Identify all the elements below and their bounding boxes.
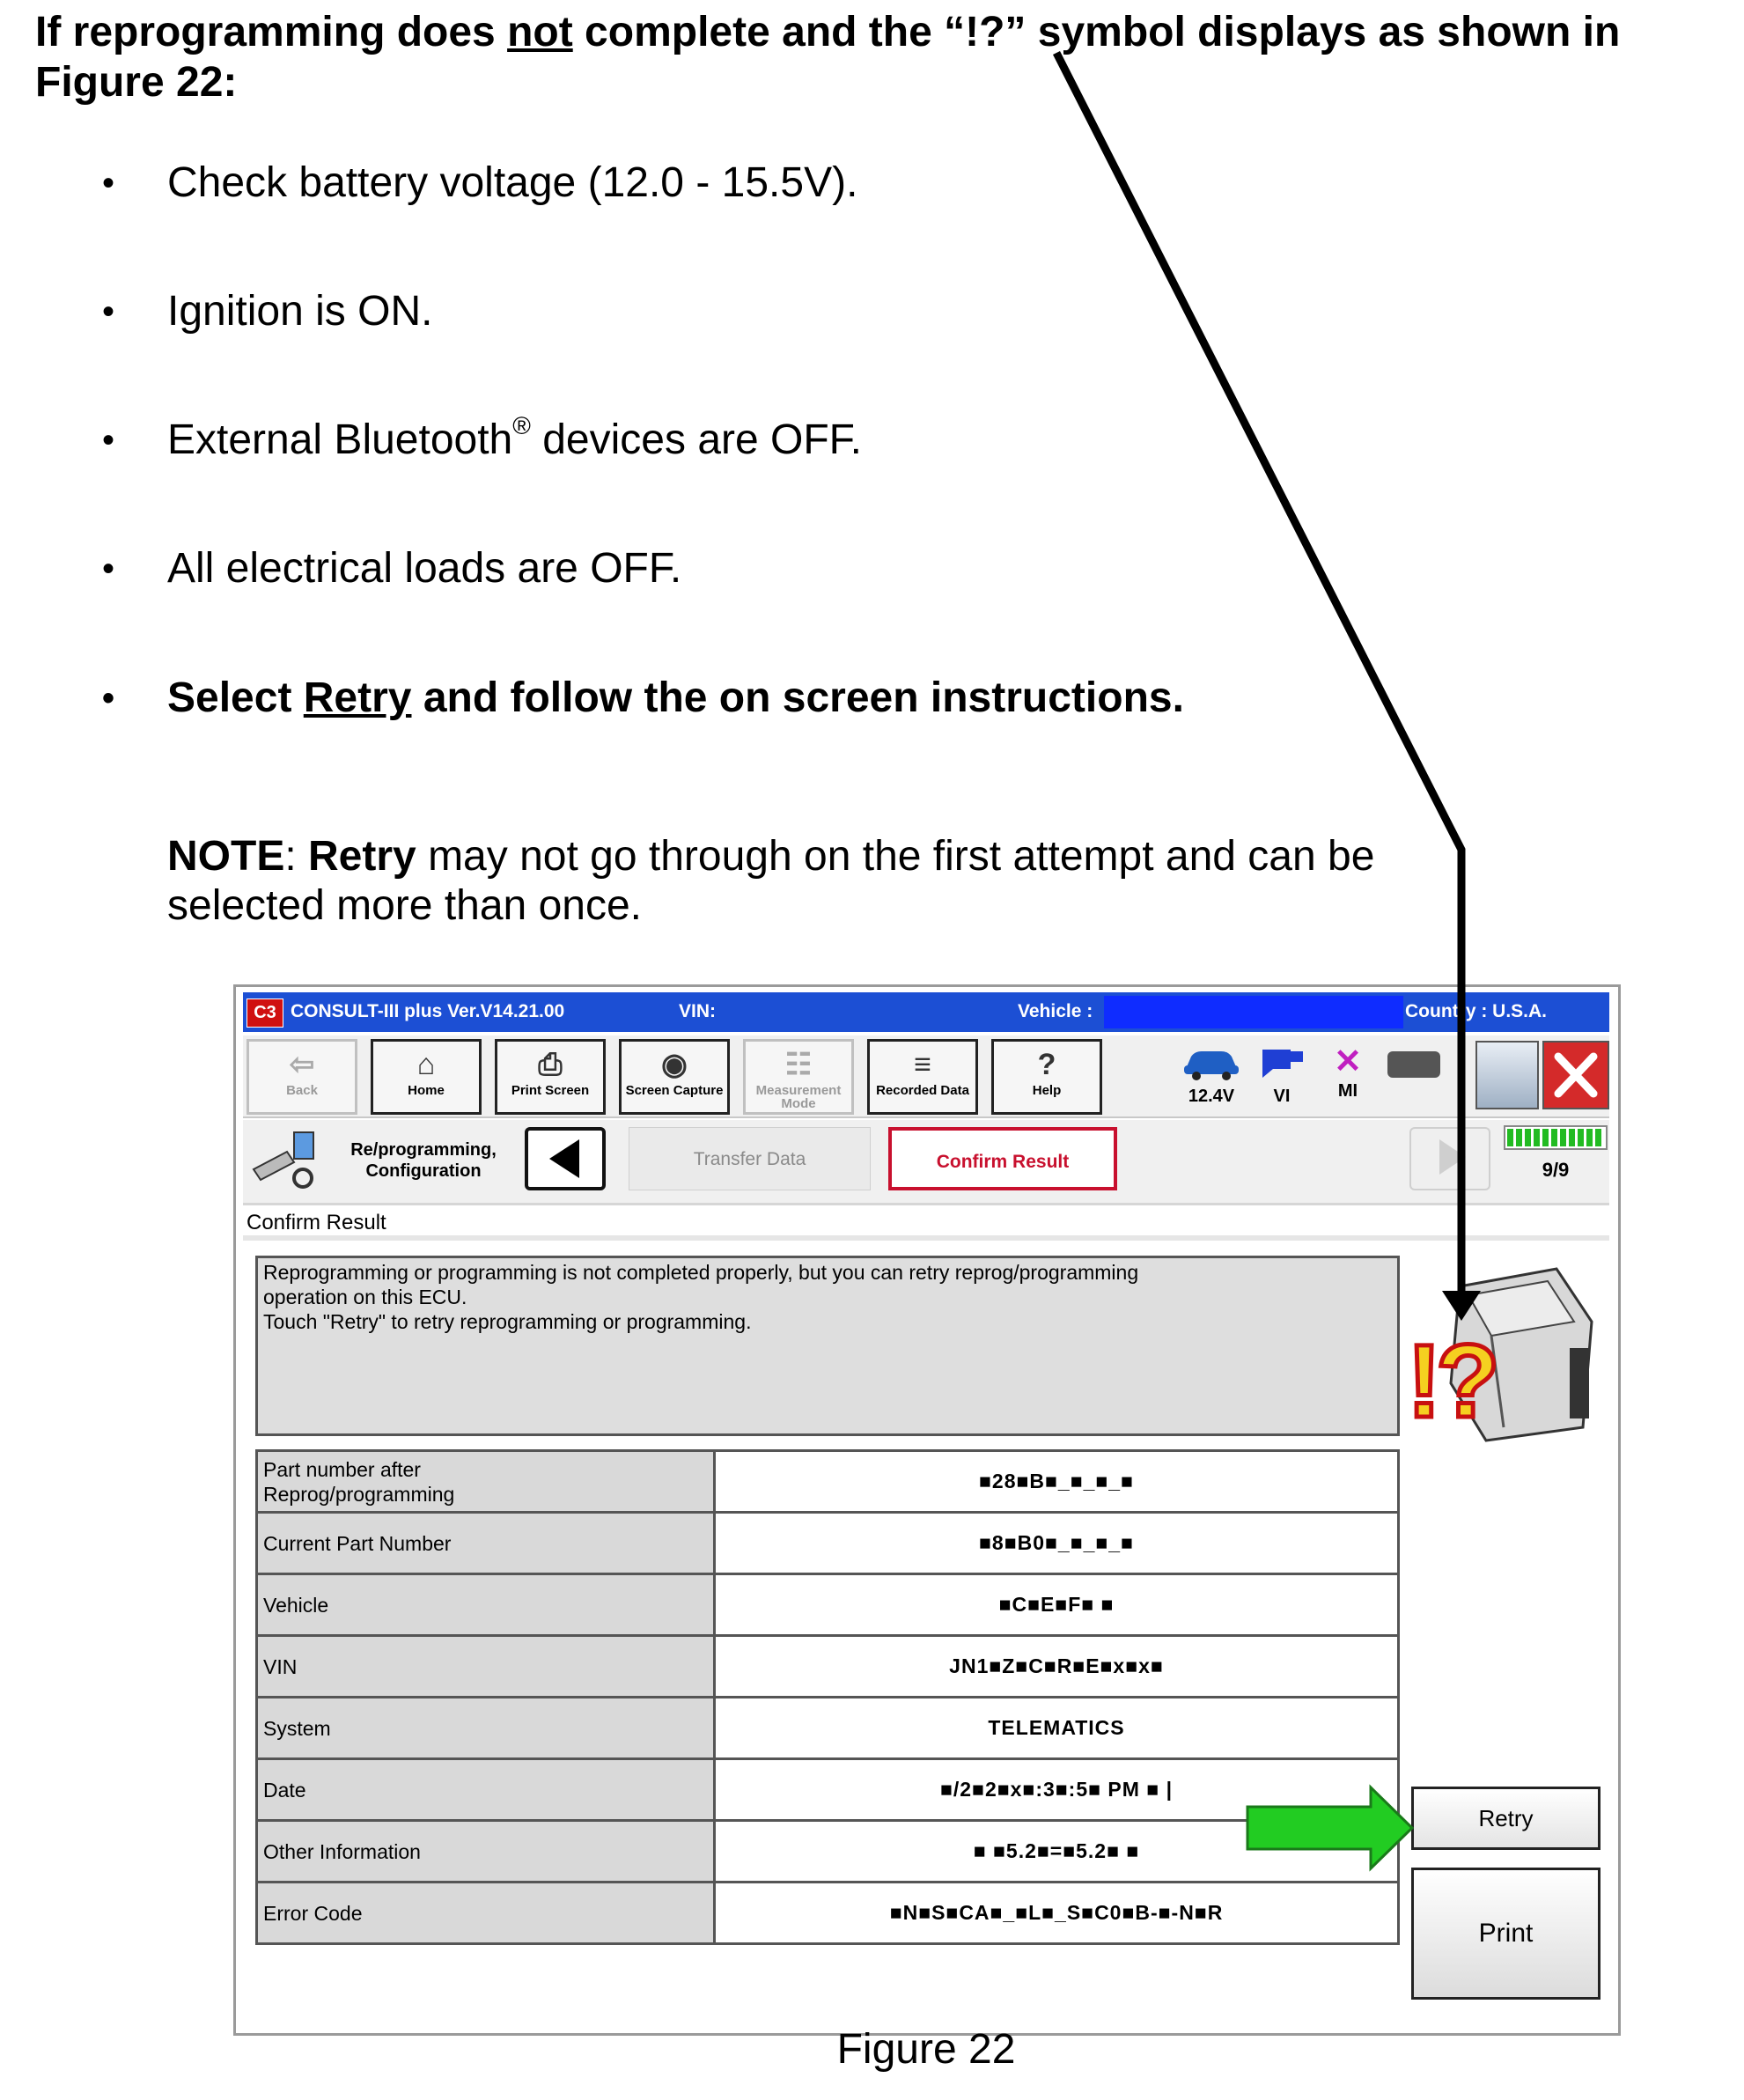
- row-label-other-information: Other Information: [257, 1821, 715, 1883]
- help-label: Help: [1032, 1083, 1062, 1098]
- print-button[interactable]: Print: [1411, 1868, 1601, 2000]
- retry-instruction-pre: Select: [167, 674, 304, 721]
- step-confirm-result: Confirm Result: [888, 1127, 1117, 1190]
- recorded-data-label: Recorded Data: [876, 1083, 969, 1098]
- figure-caption: Figure 22: [836, 2026, 1016, 2073]
- app-title: CONSULT-III plus Ver.V14.21.00: [291, 1001, 565, 1021]
- bullet-dot: •: [102, 164, 115, 203]
- heading-part-2: complete and the “!?” symbol displays as shown in Figure 22:: [35, 9, 1621, 106]
- retry-instruction-post: and follow the on screen instructions.: [411, 674, 1184, 721]
- row-value-system: TELEMATICS: [715, 1698, 1399, 1759]
- bluetooth-text: External Bluetooth: [167, 416, 513, 463]
- note-retry: Retry: [308, 833, 416, 880]
- note-label: NOTE: [167, 833, 285, 880]
- print-screen-label: Print Screen: [511, 1083, 590, 1098]
- heading-part-1: If reprogramming does: [35, 9, 508, 55]
- row-label-system: System: [257, 1698, 715, 1759]
- black-callout-arrow: [1056, 53, 1461, 1294]
- row-value-vehicle: ■C■E■F■ ■: [715, 1574, 1399, 1636]
- row-value-date: ■/2■2■x■:3■:5■ PM ■ |: [715, 1759, 1399, 1821]
- help-icon: ?: [1037, 1048, 1056, 1081]
- recorded-data-icon: ≡: [914, 1048, 931, 1081]
- retry-button[interactable]: Retry: [1411, 1787, 1601, 1850]
- home-label: Home: [408, 1083, 445, 1098]
- note-text-1: may not go through on the first attempt and can be: [416, 833, 1375, 880]
- config-line-2: Configuration: [365, 1161, 482, 1181]
- screen-capture-label: Screen Capture: [625, 1083, 724, 1098]
- green-arrow-icon: [1247, 1787, 1412, 1868]
- heading-underlined-not: not: [507, 9, 573, 55]
- row-label-text: Part number after Reprog/programming: [263, 1457, 455, 1506]
- warning-symbol-icon: !?: [1407, 1323, 1495, 1440]
- measurement-icon: ☷: [784, 1048, 813, 1081]
- voltage-value: 12.4V: [1188, 1087, 1235, 1106]
- back-arrow-icon: ⇦: [289, 1048, 315, 1081]
- row-value-part-number-after: ■28■B■_■_■_■: [715, 1451, 1399, 1513]
- registered-mark: ®: [512, 412, 531, 439]
- printer-icon: ⎙: [538, 1048, 563, 1081]
- vehicle-label: Vehicle :: [1018, 1001, 1093, 1021]
- home-icon: ⌂: [416, 1048, 436, 1081]
- bluetooth-text-end: devices are OFF.: [530, 416, 863, 463]
- black-arrowhead-icon: [1442, 1291, 1481, 1321]
- note-line-2: selected more than once.: [167, 882, 642, 929]
- row-value-other-information: ■ ■5.2■=■5.2■ ■: [715, 1821, 1399, 1883]
- bullet-dot: •: [102, 679, 115, 718]
- country-label: Country : U.S.A.: [1405, 1001, 1547, 1021]
- row-value-current-part-number: ■8■B0■_■_■_■: [715, 1513, 1399, 1574]
- row-label-date: Date: [257, 1759, 715, 1821]
- mi-disconnected-icon: ✕: [1334, 1043, 1362, 1080]
- config-line-1: Re/programming,: [350, 1140, 497, 1160]
- progress-count: 9/9: [1542, 1159, 1570, 1181]
- message-line-3: Touch "Retry" to retry reprogramming or programming.: [263, 1310, 752, 1333]
- row-label-current-part-number: Current Part Number: [257, 1513, 715, 1574]
- bullet-dot: •: [102, 421, 115, 460]
- message-line-2: operation on this ECU.: [263, 1286, 467, 1308]
- bullet-text-ignition: Ignition is ON.: [167, 288, 433, 335]
- back-label: Back: [286, 1083, 318, 1098]
- bullet-dot: •: [102, 549, 115, 588]
- mi-label: MI: [1337, 1081, 1358, 1101]
- row-value-error-code: ■N■S■CA■_■L■_S■C0■B-■-N■R: [715, 1883, 1399, 1944]
- vin-label: VIN:: [679, 1001, 716, 1021]
- measurement-mode-label: Measurement Mode: [755, 1083, 842, 1111]
- row-label-vin: VIN: [257, 1636, 715, 1698]
- retry-instruction-link: Retry: [303, 674, 412, 721]
- bullet-text-loads: All electrical loads are OFF.: [167, 545, 682, 592]
- note-separator: :: [284, 833, 309, 880]
- bullet-text-battery: Check battery voltage (12.0 - 15.5V).: [167, 159, 858, 206]
- section-title: Confirm Result: [243, 1205, 1609, 1241]
- row-label-vehicle: Vehicle: [257, 1574, 715, 1636]
- row-label-error-code: Error Code: [257, 1883, 715, 1944]
- camera-icon: ◉: [661, 1048, 688, 1081]
- row-value-vin: JN1■Z■C■R■E■x■x■: [715, 1636, 1399, 1698]
- step-transfer-data: Transfer Data: [629, 1127, 871, 1190]
- vi-label: VI: [1273, 1087, 1291, 1106]
- bullet-dot: •: [102, 292, 115, 331]
- consult-logo-icon: C3: [247, 998, 283, 1028]
- message-line-1: Reprogramming or programming is not completed properly, but you can retry reprog/programming: [263, 1261, 1139, 1284]
